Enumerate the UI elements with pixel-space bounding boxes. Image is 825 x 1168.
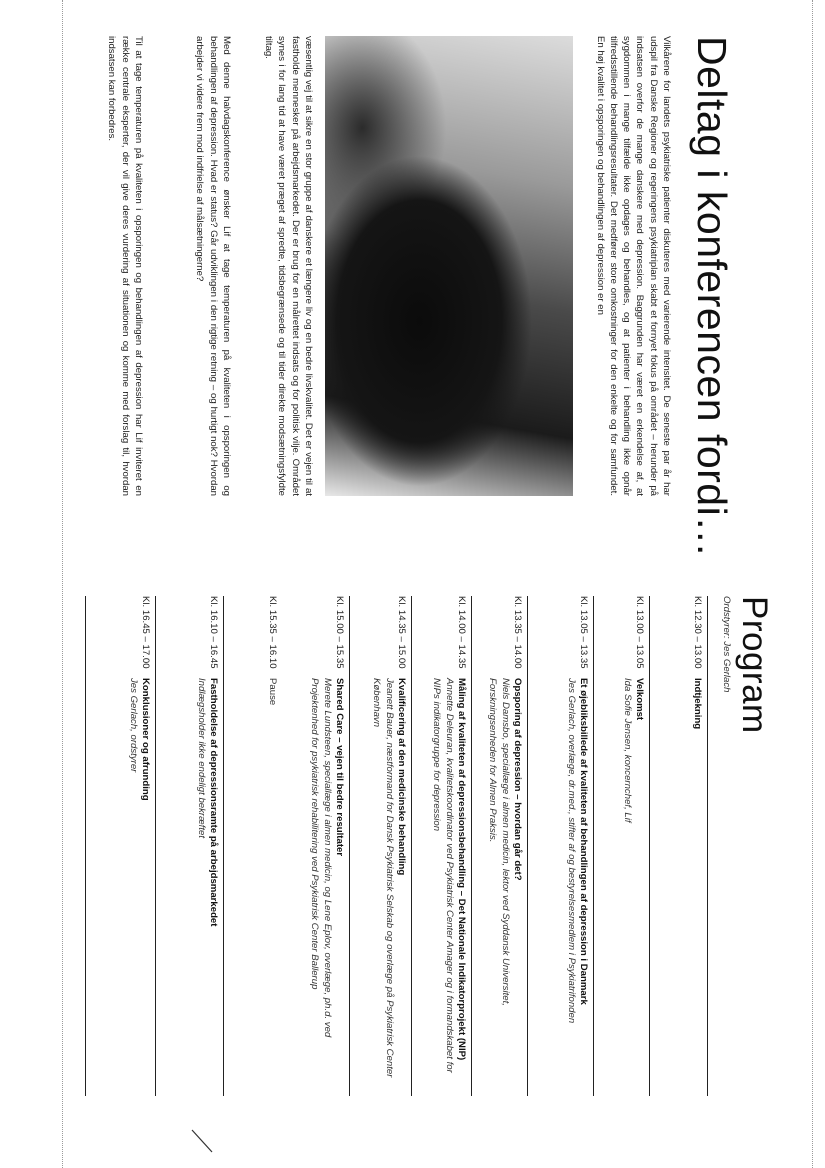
program-time: Kl. 13.00 – 13.05 [634, 596, 645, 669]
article-paragraph: Vilkårene for landets psykiatriske patienter diskuteres med varierende intensitet. De seneste par år har udspil fra Danske Regioner og regeringens psykiatriplan skabt et fornyet fokus på området – herunder på indsatsen overfor de mange danskere med depression. Baggrunden har været en erkendelse af, at sygdommen i mange tilfælde ikke opdages og behandles, og at patienter i behandling ikke opnår tilfredsstillende behandlingsresultater. Det medfører store omkostninger for den enkelte og for samfundet. En høj kvalitet i opsporingen og behandlingen af depression er en [594, 36, 672, 496]
program-item-body [620, 678, 645, 1090]
article-title: Deltag i konferencen fordi… [689, 36, 735, 558]
program-item-title: Opsporing af depression – hvordan går det? [512, 678, 523, 881]
program-item-speaker: Jes Gerlach, overlæge, dr.med., stifter af og bestyrelsesmedlem i Psykiatrifonden [565, 678, 577, 1024]
program-item-body [370, 678, 407, 1090]
program-item-speaker: Ida Sofie Jensen, koncernchef, Lif [621, 678, 633, 823]
article-paragraph: Til at tage temperaturen på kvaliteten i opsporingen og behandlingen af depression har Lif inviteret en række centrale eksperter, der vil give deres vurdering af situationen og komme med forslag til, hvordan indsatsen kan forbedres. [106, 36, 144, 496]
program-time: Kl. 12.30 – 13.00 [692, 596, 703, 669]
program-item-body [194, 678, 219, 1090]
program-time: Kl. 16.45 – 17.00 [140, 596, 151, 669]
program-time: Kl. 14.00 – 14.35 [456, 596, 467, 669]
program-item-body [430, 678, 467, 1090]
scan-mark [190, 1128, 214, 1154]
program-item-speaker: Jes Gerlach, ordstyrer [127, 678, 139, 773]
program-item-title: Fastholdelse af depressionsramte på arbejdsmarkedet [208, 678, 219, 927]
program-chair: Ordstyrer: Jes Gerlach [721, 596, 732, 693]
article-paragraph: Med denne halvdagskonference ønsker Lif at tage temperaturen på kvaliteten i opsporingen og behandlingen af depression. Hvad er status? Går udviklingen i den rigtige retning – og hurtigt nok? Hvordan arbejder vi videre frem mod indfrielse af målsætningerne? [194, 36, 232, 496]
program-time: Kl. 16.10 – 16.45 [208, 596, 219, 669]
program-item-pause: Pause [267, 678, 278, 706]
program-time: Kl. 13.05 – 13.35 [578, 596, 589, 669]
article-paragraph: væsentlig vej til at sikre en stor gruppe af danskere et længere liv og en bedre livskvalitet. Det er vejen til at fastholde mennesker på arbejdsmarkedet. Der er brug for en målrettet indsats og for politisk vilje. Området synes i for lang tid at have været præget af spredte, tidsbegrænsede og til tider direkte modsætningsfyldte tiltag. [263, 36, 314, 496]
program-title: Program [735, 596, 774, 734]
program-item [411, 596, 472, 1096]
program-item [527, 596, 594, 1096]
program-item-body [266, 678, 278, 1090]
scan-fold-line [62, 0, 63, 1168]
program-time: Kl. 14.35 – 15.00 [396, 596, 407, 669]
program-item-speaker: Niels Damsbo, speciallæge i almen medicin, lektor ved Syddansk Universitet, Forskningsenheden for Almen Praksis. [487, 678, 511, 1006]
program-item-title: Velkomst [634, 678, 645, 721]
program-item-body [486, 678, 523, 1090]
program-item-title: Måling af kvaliteten af depressionsbehandling – Det Nationale Indikatorprojekt (NIP) [456, 678, 467, 1061]
program-item-title: Shared Care – vejen til bedre resultater [334, 678, 345, 857]
program-item [224, 596, 282, 1096]
program-item-body [564, 678, 589, 1090]
program-item-body [308, 678, 345, 1090]
program-time: Kl. 15.35 – 16.10 [267, 596, 278, 669]
program-item [649, 596, 708, 1096]
program-page [74, 596, 774, 1096]
program-item-body [126, 678, 151, 1090]
program-item-body [691, 678, 703, 1090]
program-item-title: Kvalificering af den medicinske behandling [396, 678, 407, 876]
program-time: Kl. 15.00 – 15.35 [334, 596, 345, 669]
program-item [471, 596, 528, 1096]
program-item [593, 596, 650, 1096]
program-bottom-rule [85, 596, 86, 1096]
program-item-title: Konklusioner og afrunding [140, 678, 151, 801]
program-item-title: Et øjebliksbillede af kvaliteten af behandlingen af depression i Danmark [578, 678, 589, 1005]
program-time: Kl. 13.35 – 14.00 [512, 596, 523, 669]
program-item [155, 596, 224, 1096]
program-item-speaker: Indlægsholder ikke endeligt bekræftet [195, 678, 207, 838]
program-item [89, 596, 156, 1096]
program-item-title: Indtjekning [692, 678, 703, 730]
article-photo [325, 36, 573, 496]
scan-edge-line [812, 0, 813, 1168]
program-item [281, 596, 350, 1096]
program-item-speaker: Merete Lundsteen, speciallæge i almen medicin, og Lene Eplov, overlæge, ph.d. ved Projektenhed for psykiatrisk rehabilitering ved Psykiatrisk Center Ballerup [309, 678, 333, 1038]
article-page [65, 36, 735, 558]
program-item-speaker: Annette Deleuran, kvalitetskoordinator ved Psykiatrisk Center Amager og i formandskabet for NIPs indikatorgruppe for depression [431, 678, 455, 1073]
program-item [349, 596, 412, 1096]
program-item-speaker: Jeanett Bauer, næstformand for Dansk Psykiatrisk Selskab og overlæge på Psykiatrisk Center København [371, 678, 395, 1078]
